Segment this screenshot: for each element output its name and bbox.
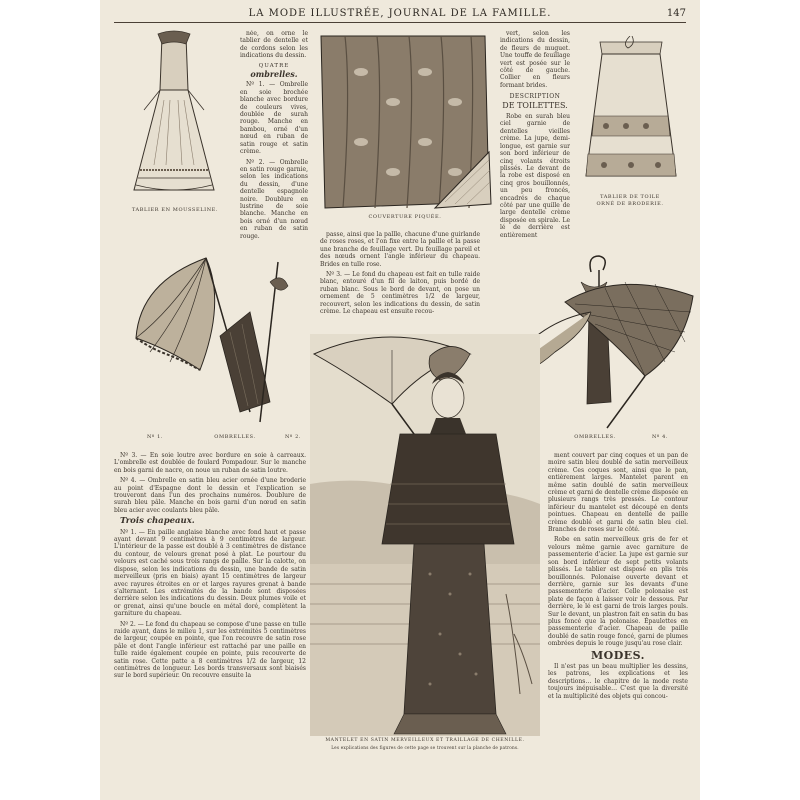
umbrella-4-description: Nº 4. — Ombrelle en satin bleu acier ornée d'une broderie au point d'Espagne dont le dessin et l'explication se trouveront dans l'un des prochains numéros. Doublure de surah bleu pâle. Manche en bois garni d'un nœud en satin bleu acier avec coulants bleu pâle.: [114, 477, 306, 514]
modes-heading: MODES.: [590, 648, 646, 662]
umbrella-n4-caption: Nº 4.: [651, 434, 669, 440]
toilettes-heading: DE TOILETTES.: [502, 100, 568, 110]
hats-text-column: [114, 452, 306, 794]
hat-2-description: Nº 2. — Le fond du chapeau se compose d'une passe en tulle raide ayant, dans le milieu 1, sur les extrémités 5 centimètres de largeur, coupée en pointe, que l'on recouvre de satin rose pâle et dont l'angle inférieur est rattaché par une paille en tulle raide également coupée en pointe, puis recouverte de satin rose. Cette patte a 8 centimètres 1/2 de largeur, 12 centimètres de longueur. Les bords transversaux sont biaisés sur le bord supérieur. On recouvre ensuite la: [114, 620, 306, 680]
hats-continued-text: [320, 231, 480, 339]
linen-apron-caption-line1: TABLIER DE TOILE: [600, 194, 660, 200]
muslin-apron-caption: TABLIER EN MOUSSELINE.: [131, 207, 219, 213]
umbrellas-left-illustration: [130, 252, 310, 432]
umbrella-n2-caption: Nº 2.: [284, 434, 302, 440]
col1-intro: née, on orne le tablier de dentelle et de cordons selon les indications du dessin.: [240, 30, 308, 60]
umbrellas-heading: ombrelles.: [250, 69, 298, 80]
magazine-page: [100, 0, 700, 800]
toilettes-text-column: [500, 30, 570, 245]
linen-apron-illustration: [576, 36, 686, 186]
hat-1-description: Nº 1. — En paille anglaise blanche avec fond haut et passe ayant devant 9 centimètres à 9 centimètres de largeur. L'intérieur de la passe est doublé à 3 centimètres de distance du contour, de velours grenat posé à plat. Le pourtour du velours est caché sous trois rangs de paille. Sur la calotte, on dispose, selon les indications du dessin, une bande de satin merveilleux (pris en biais) ayant 15 centimètres de largeur avec rayures étroites en or et larges rayures grenat à bande s'alternant. Les extrémités de la bande sont disposées derrière selon les indications du dessin. Deux plumes voile et or grenat, ainsi qu'une boucle en métal doré, complètent la garniture du chapeau.: [114, 528, 306, 618]
three-hats-heading: Trois chapeaux.: [120, 516, 195, 527]
middle-text: passe, ainsi que la pallle, chacune d'une guirlande de roses roses, et l'on fixe entre la pallle et la passe une branche de feuillage vert. Du feuillage pareil et des nœuds ornent l'angle inférieur du chapeau. Brides en tulle rose.: [320, 231, 480, 268]
umbrella-2-description: Nº 2. — Ombrelle en satin rouge garnie, selon les indications du dessin, d'une dentelle espagnole noire. Doublure en lustrine de soie blanche. Manche en bois orné d'un nœud en ruban de satin rouge.: [240, 158, 308, 240]
muslin-apron-illustration: [124, 30, 224, 202]
toilette-2-description: Robe en satin merveilleux gris de fer et velours même garnie avec garniture de passementerie d'acier. La jupe est garnie sur son bord inférieur de sept petits volants plissés. Le tablier est disposé en plis très bouillonnés. Polonaise ouverte devant et derrière, garnie sur les devants d'une passementerie d'acier. Celle polonaise est plate de façon à laisser voir le dessous. Par derrière, le lé est garni de trois larges pouls. Sur le devant, un plastron fait en satin du bas plus foncé que la polonaise. Épaulettes en passementerie d'acier. Chapeau de paille doublé de satin rouge foncé, garni de plumes ombrées depuis le rouge jusqu'au rose clair.: [548, 536, 688, 648]
linen-apron-caption-line2: ORNÉ DE BRODERIE.: [596, 201, 664, 207]
journal-title: LA MODE ILLUSTRÉE, JOURNAL DE LA FAMILLE.: [248, 8, 552, 19]
page-number: 147: [666, 8, 686, 19]
umbrellas-left-caption: OMBRELLES.: [214, 434, 256, 440]
umbrella-3-description: Nº 3. — En soie loutre avec bordure en soie à carreaux. L'ombrelle est doublée de foulard Pompadour. Sur le manche en bois garni de nacre, on noue un ruban de satin loutre.: [114, 452, 306, 474]
quilted-cover-caption: COUVERTURE PIQUÉE.: [368, 214, 442, 220]
hat-3-description: Nº 3. — Le fond du chapeau est fait en tulle raide blanc, entouré d'un fil de laiton, puis bordé de ruban blanc. Sous le bord de devant, on pose un ornement de 5 centimètres 1/2 de largeur, recouvert, selon les indications du dessin, de satin crème. Le chapeau est ensuite recou-: [320, 271, 480, 316]
quilted-cover-illustration: [315, 32, 495, 212]
toilette-1-description: Robe en surah bleu ciel garnie de dentelles vieilles crème. La jupe, demi-longue, est garnie sur son bord inférieur de cinq volants étroits plissés. Le devant de la robe est disposé en cinq gros bouillonnés, un peu froncés, encadrés de chaque côté par une quille de large dentelle crème disposée en spirale. Le lé de derrière est entièrement: [500, 113, 570, 239]
umbrella-n1-caption: Nº 1.: [146, 434, 164, 440]
col3-text: vert, selon les indications du dessin, de fleurs de muguet. Une touffe de feuillage vert est posée sur le côté de gauche. Collier en fleurs formant brides.: [500, 30, 570, 89]
main-engraving-caption: MANTELET EN SATIN MERVEILLEUX ET TRAILLAGE DE CHENILLE.: [325, 738, 525, 743]
main-engraving-subcaption: Les explications des figures de cette page se trouvent sur la planche de patrons.: [331, 745, 519, 750]
toilette-1-continued: ment couvert par cinq coques et un pan de moire satin bleu doublé de satin merveilleux crème. Ces coques sont, ainsi que le pan, entièrement larges. Mantelet parent en même satin doublé de satin merveilleux crème et garni de dentelle crème disposée en plusieurs rangs très pressés. Le contour inférieur du mantelet est découpé en dents pointues. Chapeau en dentelle de paille crème doublé et garni de satin bleu ciel. Branches de roses sur le côté.: [548, 452, 688, 534]
modes-text-column: [548, 452, 688, 794]
description-heading-small: DESCRIPTION: [509, 93, 561, 101]
modes-intro: Il n'est pas un beau multiplier les dessins, les patrons, les explications et les descriptions… le chapitre de la mode reste toujours inépuisable… C'est que la diversité et la multiplicité des objets qui concou-: [548, 662, 688, 700]
umbrellas-text-column: [240, 30, 308, 245]
umbrella-1-description: Nº 1. — Ombrelle en soie brochée blanche avec bordure de couleurs vives, doublée de surah rouge. Manche en bambou, orné d'un nœud en ruban de satin rouge et satin crème.: [240, 81, 308, 156]
mantelet-woman-engraving: [310, 334, 540, 736]
page-header: [100, 6, 700, 22]
header-rule: [114, 22, 686, 23]
umbrellas-heading-small: QUATRE: [258, 62, 290, 69]
umbrellas-right-caption: OMBRELLES.: [574, 434, 616, 440]
